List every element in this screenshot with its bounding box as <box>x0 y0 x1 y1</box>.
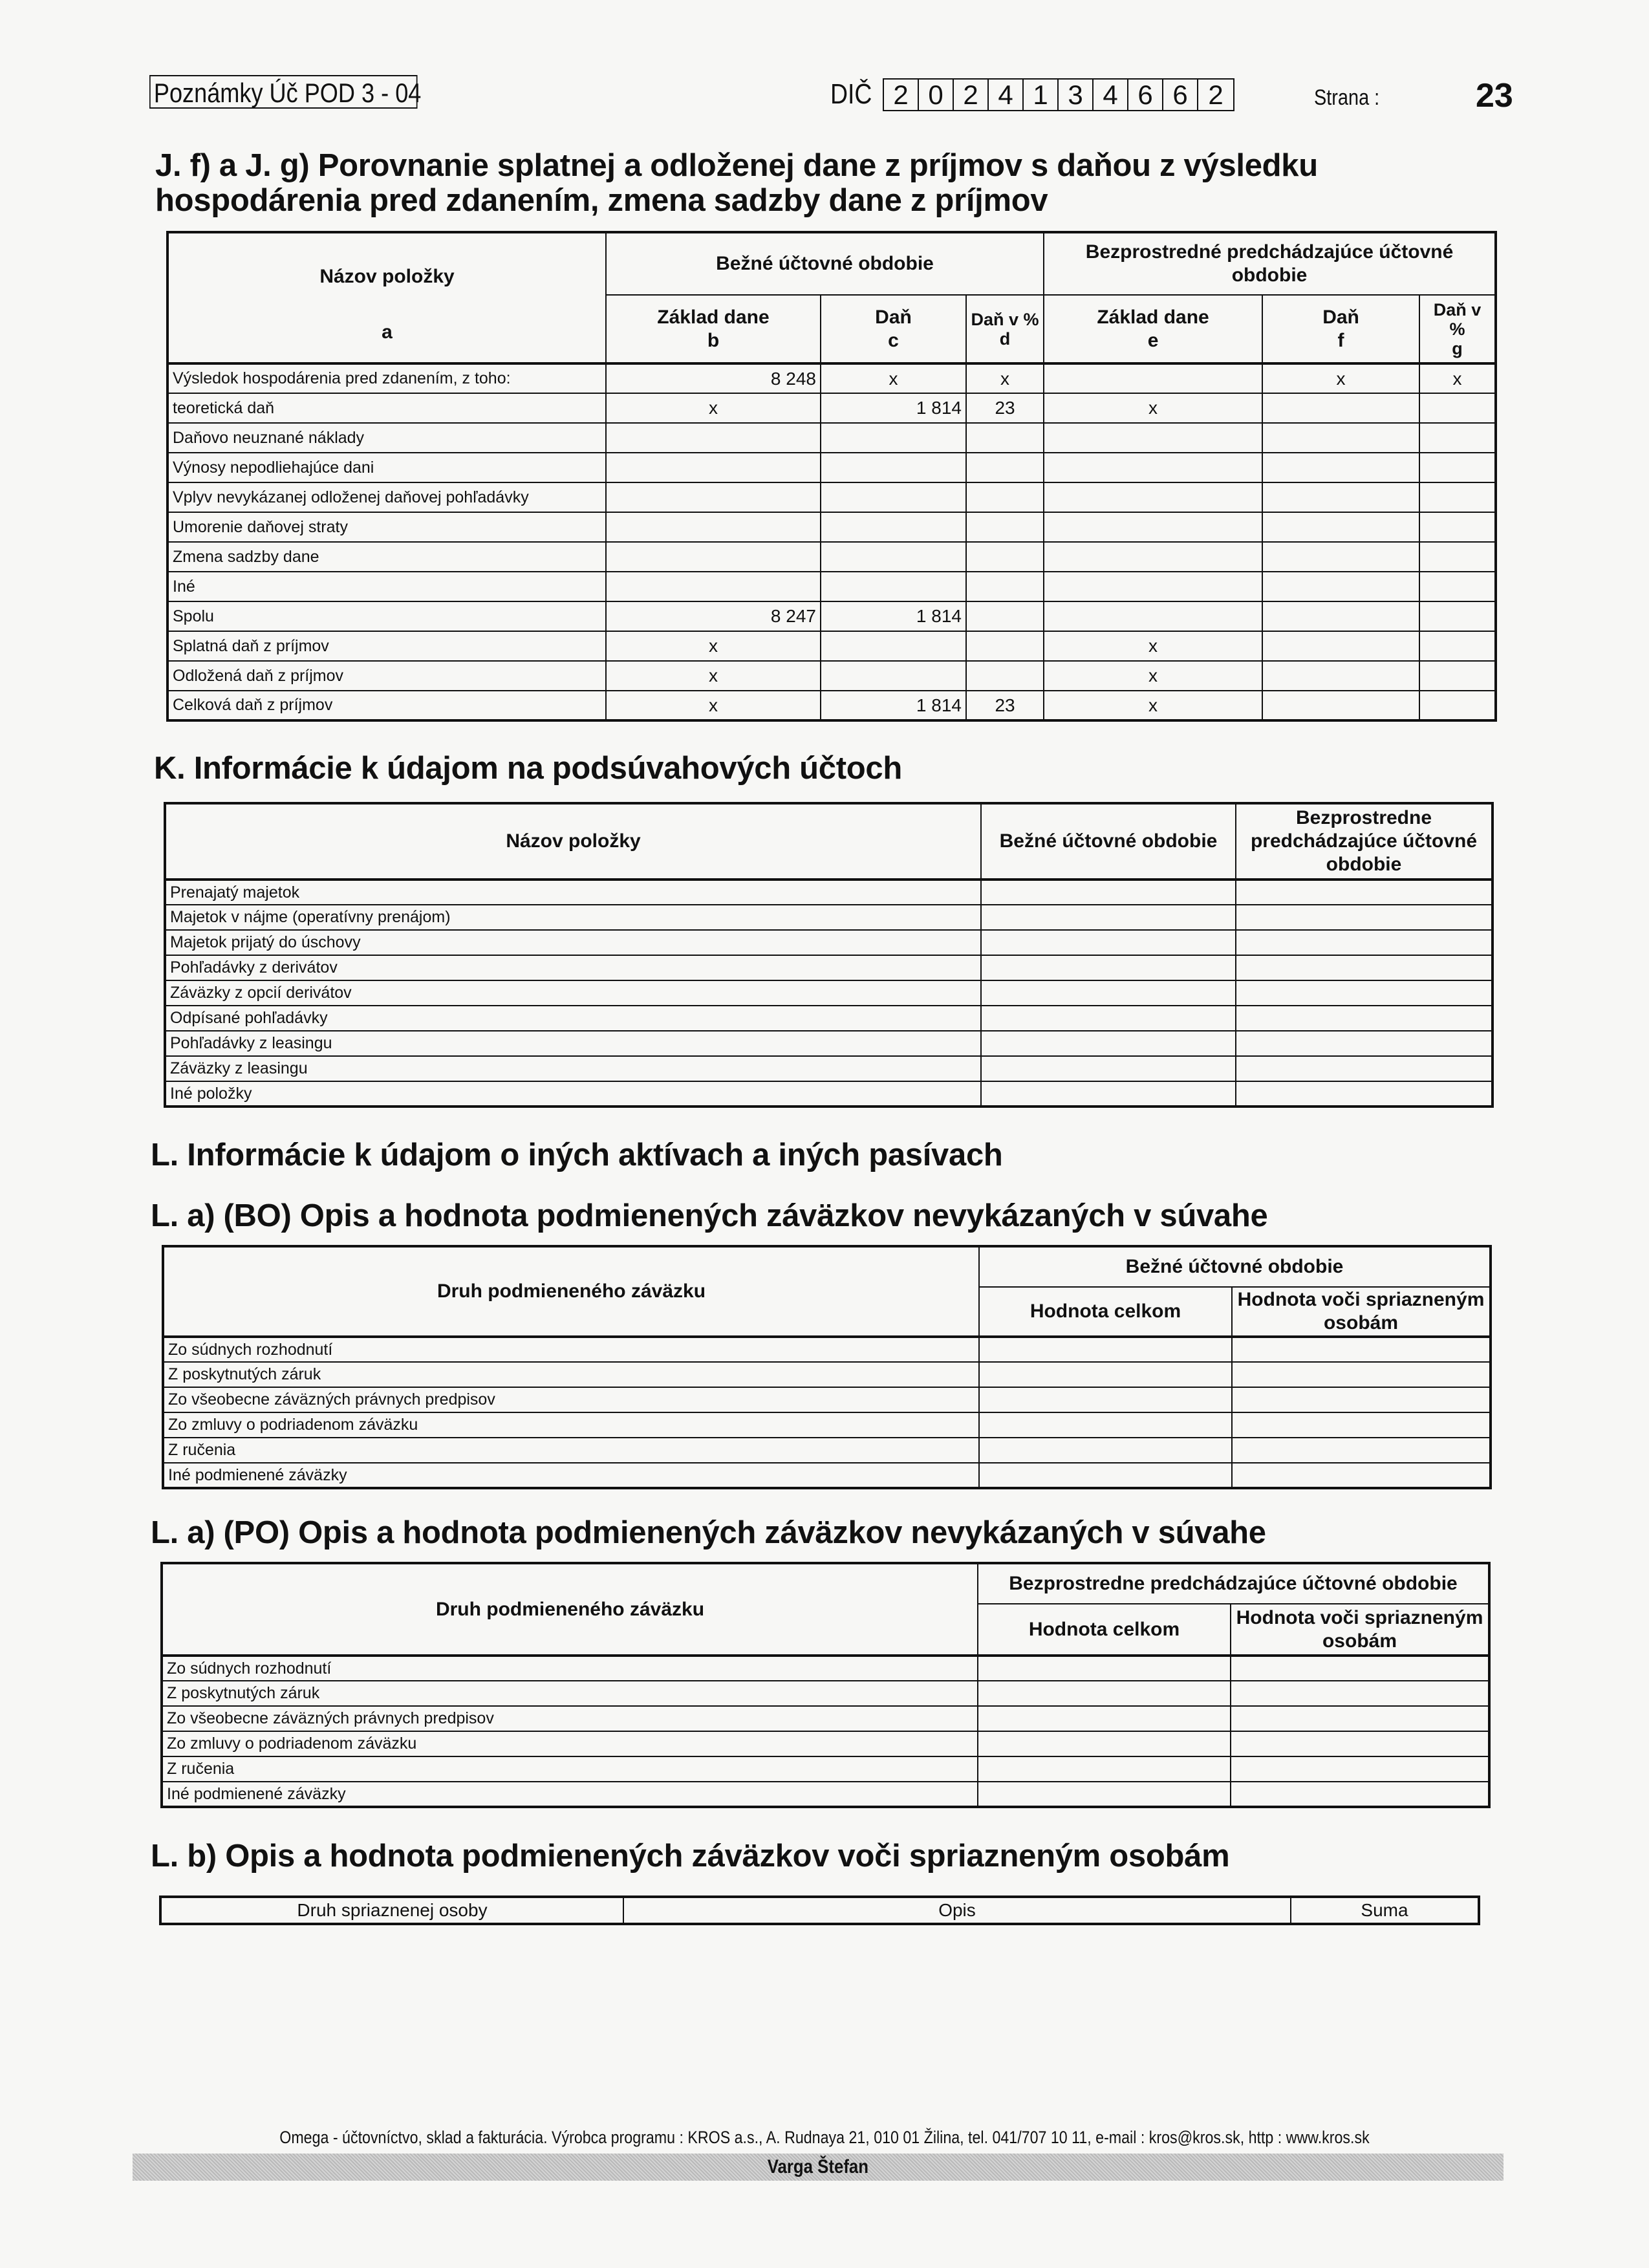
cell-previous[interactable] <box>1236 1031 1493 1056</box>
cell-d[interactable] <box>966 661 1044 691</box>
cell-e[interactable]: x <box>1044 691 1262 720</box>
cell-related[interactable] <box>1232 1438 1491 1463</box>
col-header-tax-previous <box>1262 295 1419 363</box>
row-label: Zo zmluvy o podriadenom záväzku <box>162 1731 978 1756</box>
page-label: Strana : <box>1314 85 1380 110</box>
col-header-tax-current <box>821 295 966 363</box>
cell-related[interactable] <box>1232 1337 1491 1362</box>
tax-reconciliation-table <box>166 231 1497 722</box>
cell-e[interactable] <box>1044 572 1262 601</box>
dic-digit: 4 <box>1094 80 1128 110</box>
cell-total[interactable] <box>979 1438 1232 1463</box>
table-row <box>163 1412 1491 1438</box>
table-row <box>162 1656 1489 1681</box>
dic-digit: 1 <box>1024 80 1059 110</box>
cell-c[interactable] <box>821 631 966 661</box>
table-row <box>163 1362 1491 1387</box>
col-header-taxpct-text: Daň v % <box>1433 299 1482 339</box>
cell-f[interactable] <box>1262 572 1419 601</box>
cell-g[interactable] <box>1419 423 1496 453</box>
cell-g[interactable] <box>1419 453 1496 482</box>
cell-e[interactable] <box>1044 601 1262 631</box>
section-la-bo-title: L. a) (BO) Opis a hodnota podmienených záväzkov nevykázaných v súvahe <box>151 1198 1268 1233</box>
table-row <box>163 1463 1491 1488</box>
group-header-current: Bežné účtovné obdobie <box>606 232 1044 295</box>
col-header-related: Hodnota voči spriazneným osobám <box>1231 1604 1489 1656</box>
table-row <box>162 1681 1489 1706</box>
table-row <box>165 880 1493 905</box>
cell-total[interactable] <box>978 1681 1231 1706</box>
cell-b[interactable]: x <box>606 393 821 423</box>
cell-related[interactable] <box>1232 1463 1491 1488</box>
table-row <box>167 482 1496 512</box>
cell-previous[interactable] <box>1236 1081 1493 1107</box>
col-header-tax-text: Daň <box>875 306 912 328</box>
row-label: Umorenie daňovej straty <box>167 512 606 542</box>
cell-d[interactable] <box>966 512 1044 542</box>
cell-b[interactable] <box>606 453 821 482</box>
cell-d[interactable]: x <box>966 363 1044 393</box>
cell-related[interactable] <box>1231 1782 1489 1807</box>
col-letter-d: d <box>999 329 1011 349</box>
section-j-title-line1: J. f) a J. g) Porovnanie splatnej a odloženej dane z príjmov s daňou z výsledku <box>155 148 1318 183</box>
cell-related[interactable] <box>1231 1656 1489 1681</box>
table-row <box>162 1756 1489 1782</box>
table-row <box>165 930 1493 955</box>
cell-current[interactable] <box>981 1031 1236 1056</box>
cell-total[interactable] <box>978 1656 1231 1681</box>
cell-b[interactable]: 8 248 <box>606 363 821 393</box>
table-row <box>163 1387 1491 1412</box>
cell-f[interactable] <box>1262 482 1419 512</box>
cell-previous[interactable] <box>1236 955 1493 980</box>
table-row <box>163 1438 1491 1463</box>
row-label: Záväzky z leasingu <box>165 1056 981 1081</box>
off-balance-table <box>164 802 1494 1108</box>
cell-c[interactable] <box>821 542 966 572</box>
cell-current[interactable] <box>981 905 1236 930</box>
cell-previous[interactable] <box>1236 980 1493 1006</box>
dic-digit: 6 <box>1163 80 1198 110</box>
form-code: Poznámky Úč POD 3 - 04 <box>153 78 422 108</box>
row-label: Majetok prijatý do úschovy <box>165 930 981 955</box>
cell-f[interactable] <box>1262 512 1419 542</box>
cell-d[interactable] <box>966 572 1044 601</box>
cell-total[interactable] <box>979 1412 1232 1438</box>
cell-f[interactable] <box>1262 661 1419 691</box>
cell-d[interactable] <box>966 423 1044 453</box>
cell-total[interactable] <box>978 1782 1231 1807</box>
row-label: Odložená daň z príjmov <box>167 661 606 691</box>
table-row <box>165 1056 1493 1081</box>
cell-e[interactable]: x <box>1044 631 1262 661</box>
row-label: Z ručenia <box>163 1438 979 1463</box>
row-label: Z poskytnutých záruk <box>163 1362 979 1387</box>
col-header-current: Bežné účtovné obdobie <box>981 803 1236 880</box>
cell-g[interactable] <box>1419 661 1496 691</box>
row-label: Z ručenia <box>162 1756 978 1782</box>
col-header-base-previous <box>1044 295 1262 363</box>
cell-e[interactable] <box>1044 453 1262 482</box>
cell-e[interactable]: x <box>1044 661 1262 691</box>
table-row <box>165 980 1493 1006</box>
cell-e[interactable] <box>1044 363 1262 393</box>
table-row <box>162 1706 1489 1731</box>
page-number: 23 <box>1476 77 1513 114</box>
table-row <box>167 542 1496 572</box>
row-label: Pohľadávky z leasingu <box>165 1031 981 1056</box>
col-letter-a: a <box>382 321 393 343</box>
col-header-sum: Suma <box>1291 1897 1479 1924</box>
group-header-previous: Bezprostredne predchádzajúce účtovné obdobie <box>978 1563 1489 1604</box>
dic-digit: 6 <box>1128 80 1163 110</box>
cell-b[interactable] <box>606 542 821 572</box>
row-label: Zo súdnych rozhodnutí <box>162 1656 978 1681</box>
row-label: Prenajatý majetok <box>165 880 981 905</box>
contingent-liabilities-current-table <box>162 1245 1492 1489</box>
cell-d[interactable] <box>966 601 1044 631</box>
cell-b[interactable]: x <box>606 691 821 720</box>
row-label: Celková daň z príjmov <box>167 691 606 720</box>
cell-f[interactable] <box>1262 631 1419 661</box>
col-header-total: Hodnota celkom <box>979 1287 1232 1337</box>
cell-b[interactable] <box>606 512 821 542</box>
col-header-related: Hodnota voči spriazneným osobám <box>1232 1287 1491 1337</box>
table-row <box>165 1006 1493 1031</box>
table-row <box>165 1081 1493 1107</box>
row-label: Splatná daň z príjmov <box>167 631 606 661</box>
cell-related[interactable] <box>1231 1731 1489 1756</box>
row-label: Pohľadávky z derivátov <box>165 955 981 980</box>
col-header-name-text: Názov položky <box>319 265 455 287</box>
cell-previous[interactable] <box>1236 1056 1493 1081</box>
dic-label: DIČ <box>830 78 872 110</box>
cell-total[interactable] <box>979 1362 1232 1387</box>
dic-digit: 2 <box>1208 80 1223 110</box>
cell-c[interactable] <box>821 661 966 691</box>
footer-producer-info: Omega - účtovníctvo, sklad a fakturácia. Výrobca programu : KROS a.s., A. Rudnaya 21, 010 01 Žilina, tel. 041/707 10 11, e-mail : kros@kros.sk, http : www.kros.sk <box>279 2128 1370 2147</box>
table-row <box>167 512 1496 542</box>
cell-b[interactable]: x <box>606 661 821 691</box>
cell-related[interactable] <box>1232 1362 1491 1387</box>
col-header-previous: Bezprostredne predchádzajúce účtovné obdobie <box>1236 803 1493 880</box>
row-label: Výsledok hospodárenia pred zdanením, z toho: <box>167 363 606 393</box>
dic-digit: 3 <box>1059 80 1094 110</box>
cell-previous[interactable] <box>1236 905 1493 930</box>
row-label: Zo súdnych rozhodnutí <box>163 1337 979 1362</box>
cell-g[interactable] <box>1419 572 1496 601</box>
group-header-previous: Bezprostredné predchádzajúce účtovné obdobie <box>1044 232 1496 295</box>
group-header-current: Bežné účtovné obdobie <box>979 1246 1491 1287</box>
cell-current[interactable] <box>981 930 1236 955</box>
col-header-name: Názov položky <box>165 803 981 880</box>
cell-related[interactable] <box>1231 1706 1489 1731</box>
cell-total[interactable] <box>979 1463 1232 1488</box>
cell-current[interactable] <box>981 955 1236 980</box>
cell-total[interactable] <box>979 1387 1232 1412</box>
row-label: Iné podmienené záväzky <box>162 1782 978 1807</box>
row-label: Zo zmluvy o podriadenom záväzku <box>163 1412 979 1438</box>
cell-b[interactable] <box>606 572 821 601</box>
cell-c[interactable] <box>821 423 966 453</box>
cell-related[interactable] <box>1232 1412 1491 1438</box>
col-header-base-current <box>606 295 821 363</box>
cell-current[interactable] <box>981 1081 1236 1107</box>
row-label: Z poskytnutých záruk <box>162 1681 978 1706</box>
cell-f[interactable] <box>1262 423 1419 453</box>
cell-d[interactable]: 23 <box>966 393 1044 423</box>
cell-d[interactable] <box>966 631 1044 661</box>
cell-e[interactable] <box>1044 482 1262 512</box>
table-row <box>162 1731 1489 1756</box>
cell-g[interactable] <box>1419 631 1496 661</box>
dic-digit-boxes <box>883 78 1234 111</box>
table-row <box>165 1031 1493 1056</box>
col-letter-g: g <box>1452 338 1463 358</box>
contingent-liabilities-previous-table <box>160 1562 1491 1808</box>
col-header-taxpct-text: Daň v % <box>971 309 1039 329</box>
col-header-tax-text: Daň <box>1322 306 1359 328</box>
table-row <box>163 1337 1491 1362</box>
cell-c[interactable] <box>821 482 966 512</box>
row-label: Vplyv nevykázanej odloženej daňovej pohľadávky <box>167 482 606 512</box>
col-header-type: Druh podmieneného záväzku <box>162 1563 978 1656</box>
table-row <box>167 601 1496 631</box>
cell-f[interactable] <box>1262 691 1419 720</box>
col-header-total: Hodnota celkom <box>978 1604 1231 1656</box>
cell-g[interactable] <box>1419 542 1496 572</box>
col-letter-e: e <box>1147 329 1159 351</box>
col-letter-b: b <box>707 329 720 351</box>
cell-e[interactable]: x <box>1044 393 1262 423</box>
cell-g[interactable] <box>1419 482 1496 512</box>
cell-related[interactable] <box>1231 1681 1489 1706</box>
cell-c[interactable]: 1 814 <box>821 691 966 720</box>
col-header-name <box>167 232 606 363</box>
cell-c[interactable] <box>821 453 966 482</box>
cell-current[interactable] <box>981 880 1236 905</box>
dic-digit: 0 <box>919 80 954 110</box>
table-row <box>167 661 1496 691</box>
section-l-title: L. Informácie k údajom o iných aktívach a iných pasívach <box>151 1138 1003 1172</box>
cell-previous[interactable] <box>1236 880 1493 905</box>
row-label: Výnosy nepodliehajúce dani <box>167 453 606 482</box>
col-letter-c: c <box>888 329 899 351</box>
row-label: Spolu <box>167 601 606 631</box>
cell-g[interactable] <box>1419 691 1496 720</box>
row-label: Zmena sadzby dane <box>167 542 606 572</box>
cell-total[interactable] <box>978 1731 1231 1756</box>
row-label: Majetok v nájme (operatívny prenájom) <box>165 905 981 930</box>
form-code-box <box>149 75 422 109</box>
table-row <box>167 393 1496 423</box>
row-label: Iné položky <box>165 1081 981 1107</box>
col-header-taxpct-previous <box>1419 295 1496 363</box>
related-party-liabilities-table <box>159 1895 1480 1925</box>
col-header-type: Druh podmieneného záväzku <box>163 1246 979 1337</box>
cell-e[interactable] <box>1044 542 1262 572</box>
cell-total[interactable] <box>979 1337 1232 1362</box>
dic-digit: 2 <box>884 80 919 110</box>
col-header-base-text: Základ dane <box>1097 306 1209 328</box>
col-header-base-text: Základ dane <box>657 306 770 328</box>
cell-previous[interactable] <box>1236 1006 1493 1031</box>
cell-total[interactable] <box>978 1706 1231 1731</box>
cell-d[interactable] <box>966 482 1044 512</box>
section-la-po-title: L. a) (PO) Opis a hodnota podmienených záväzkov nevykázaných v súvahe <box>151 1515 1266 1550</box>
cell-total[interactable] <box>978 1756 1231 1782</box>
cell-b[interactable]: x <box>606 631 821 661</box>
cell-e[interactable] <box>1044 512 1262 542</box>
col-header-description: Opis <box>623 1897 1291 1924</box>
row-label: Iné podmienené záväzky <box>163 1463 979 1488</box>
cell-related[interactable] <box>1232 1387 1491 1412</box>
section-k-title: K. Informácie k údajom na podsúvahových účtoch <box>154 751 902 786</box>
row-label: Zo všeobecne záväzných právnych predpisov <box>163 1387 979 1412</box>
cell-d[interactable] <box>966 542 1044 572</box>
cell-b[interactable]: 8 247 <box>606 601 821 631</box>
cell-current[interactable] <box>981 1006 1236 1031</box>
cell-current[interactable] <box>981 1056 1236 1081</box>
row-label: Iné <box>167 572 606 601</box>
cell-previous[interactable] <box>1236 930 1493 955</box>
cell-b[interactable] <box>606 482 821 512</box>
cell-c[interactable] <box>821 512 966 542</box>
cell-f[interactable]: x <box>1262 363 1419 393</box>
cell-e[interactable] <box>1044 423 1262 453</box>
cell-c[interactable]: x <box>821 363 966 393</box>
dic-digit: 4 <box>989 80 1024 110</box>
cell-c[interactable]: 1 814 <box>821 393 966 423</box>
row-label: Záväzky z opcií derivátov <box>165 980 981 1006</box>
cell-d[interactable]: 23 <box>966 691 1044 720</box>
col-letter-f: f <box>1337 329 1344 351</box>
cell-f[interactable] <box>1262 393 1419 423</box>
footer-user-name: Varga Štefan <box>767 2156 869 2177</box>
cell-g[interactable] <box>1419 393 1496 423</box>
cell-c[interactable] <box>821 572 966 601</box>
table-row <box>162 1782 1489 1807</box>
footer-user-bar <box>133 2154 1503 2181</box>
cell-c[interactable]: 1 814 <box>821 601 966 631</box>
table-row <box>167 631 1496 661</box>
row-label: Odpísané pohľadávky <box>165 1006 981 1031</box>
row-label: Daňovo neuznané náklady <box>167 423 606 453</box>
cell-related[interactable] <box>1231 1756 1489 1782</box>
cell-current[interactable] <box>981 980 1236 1006</box>
table-row <box>165 955 1493 980</box>
table-row <box>167 572 1496 601</box>
cell-f[interactable] <box>1262 542 1419 572</box>
table-row <box>167 691 1496 720</box>
cell-b[interactable] <box>606 423 821 453</box>
col-header-party-type: Druh spriaznenej osoby <box>160 1897 623 1924</box>
table-row <box>167 363 1496 393</box>
cell-g[interactable] <box>1419 512 1496 542</box>
cell-d[interactable] <box>966 453 1044 482</box>
cell-g[interactable] <box>1419 601 1496 631</box>
section-lb-title: L. b) Opis a hodnota podmienených záväzkov voči spriazneným osobám <box>151 1839 1230 1874</box>
table-row <box>165 905 1493 930</box>
dic-digit: 2 <box>954 80 989 110</box>
row-label: Zo všeobecne záväzných právnych predpisov <box>162 1706 978 1731</box>
cell-f[interactable] <box>1262 601 1419 631</box>
cell-g[interactable]: x <box>1419 363 1496 393</box>
table-row <box>167 423 1496 453</box>
section-j-title-line2: hospodárenia pred zdanením, zmena sadzby dane z príjmov <box>155 183 1048 218</box>
cell-f[interactable] <box>1262 453 1419 482</box>
table-row <box>167 453 1496 482</box>
col-header-taxpct-current <box>966 295 1044 363</box>
row-label: teoretická daň <box>167 393 606 423</box>
